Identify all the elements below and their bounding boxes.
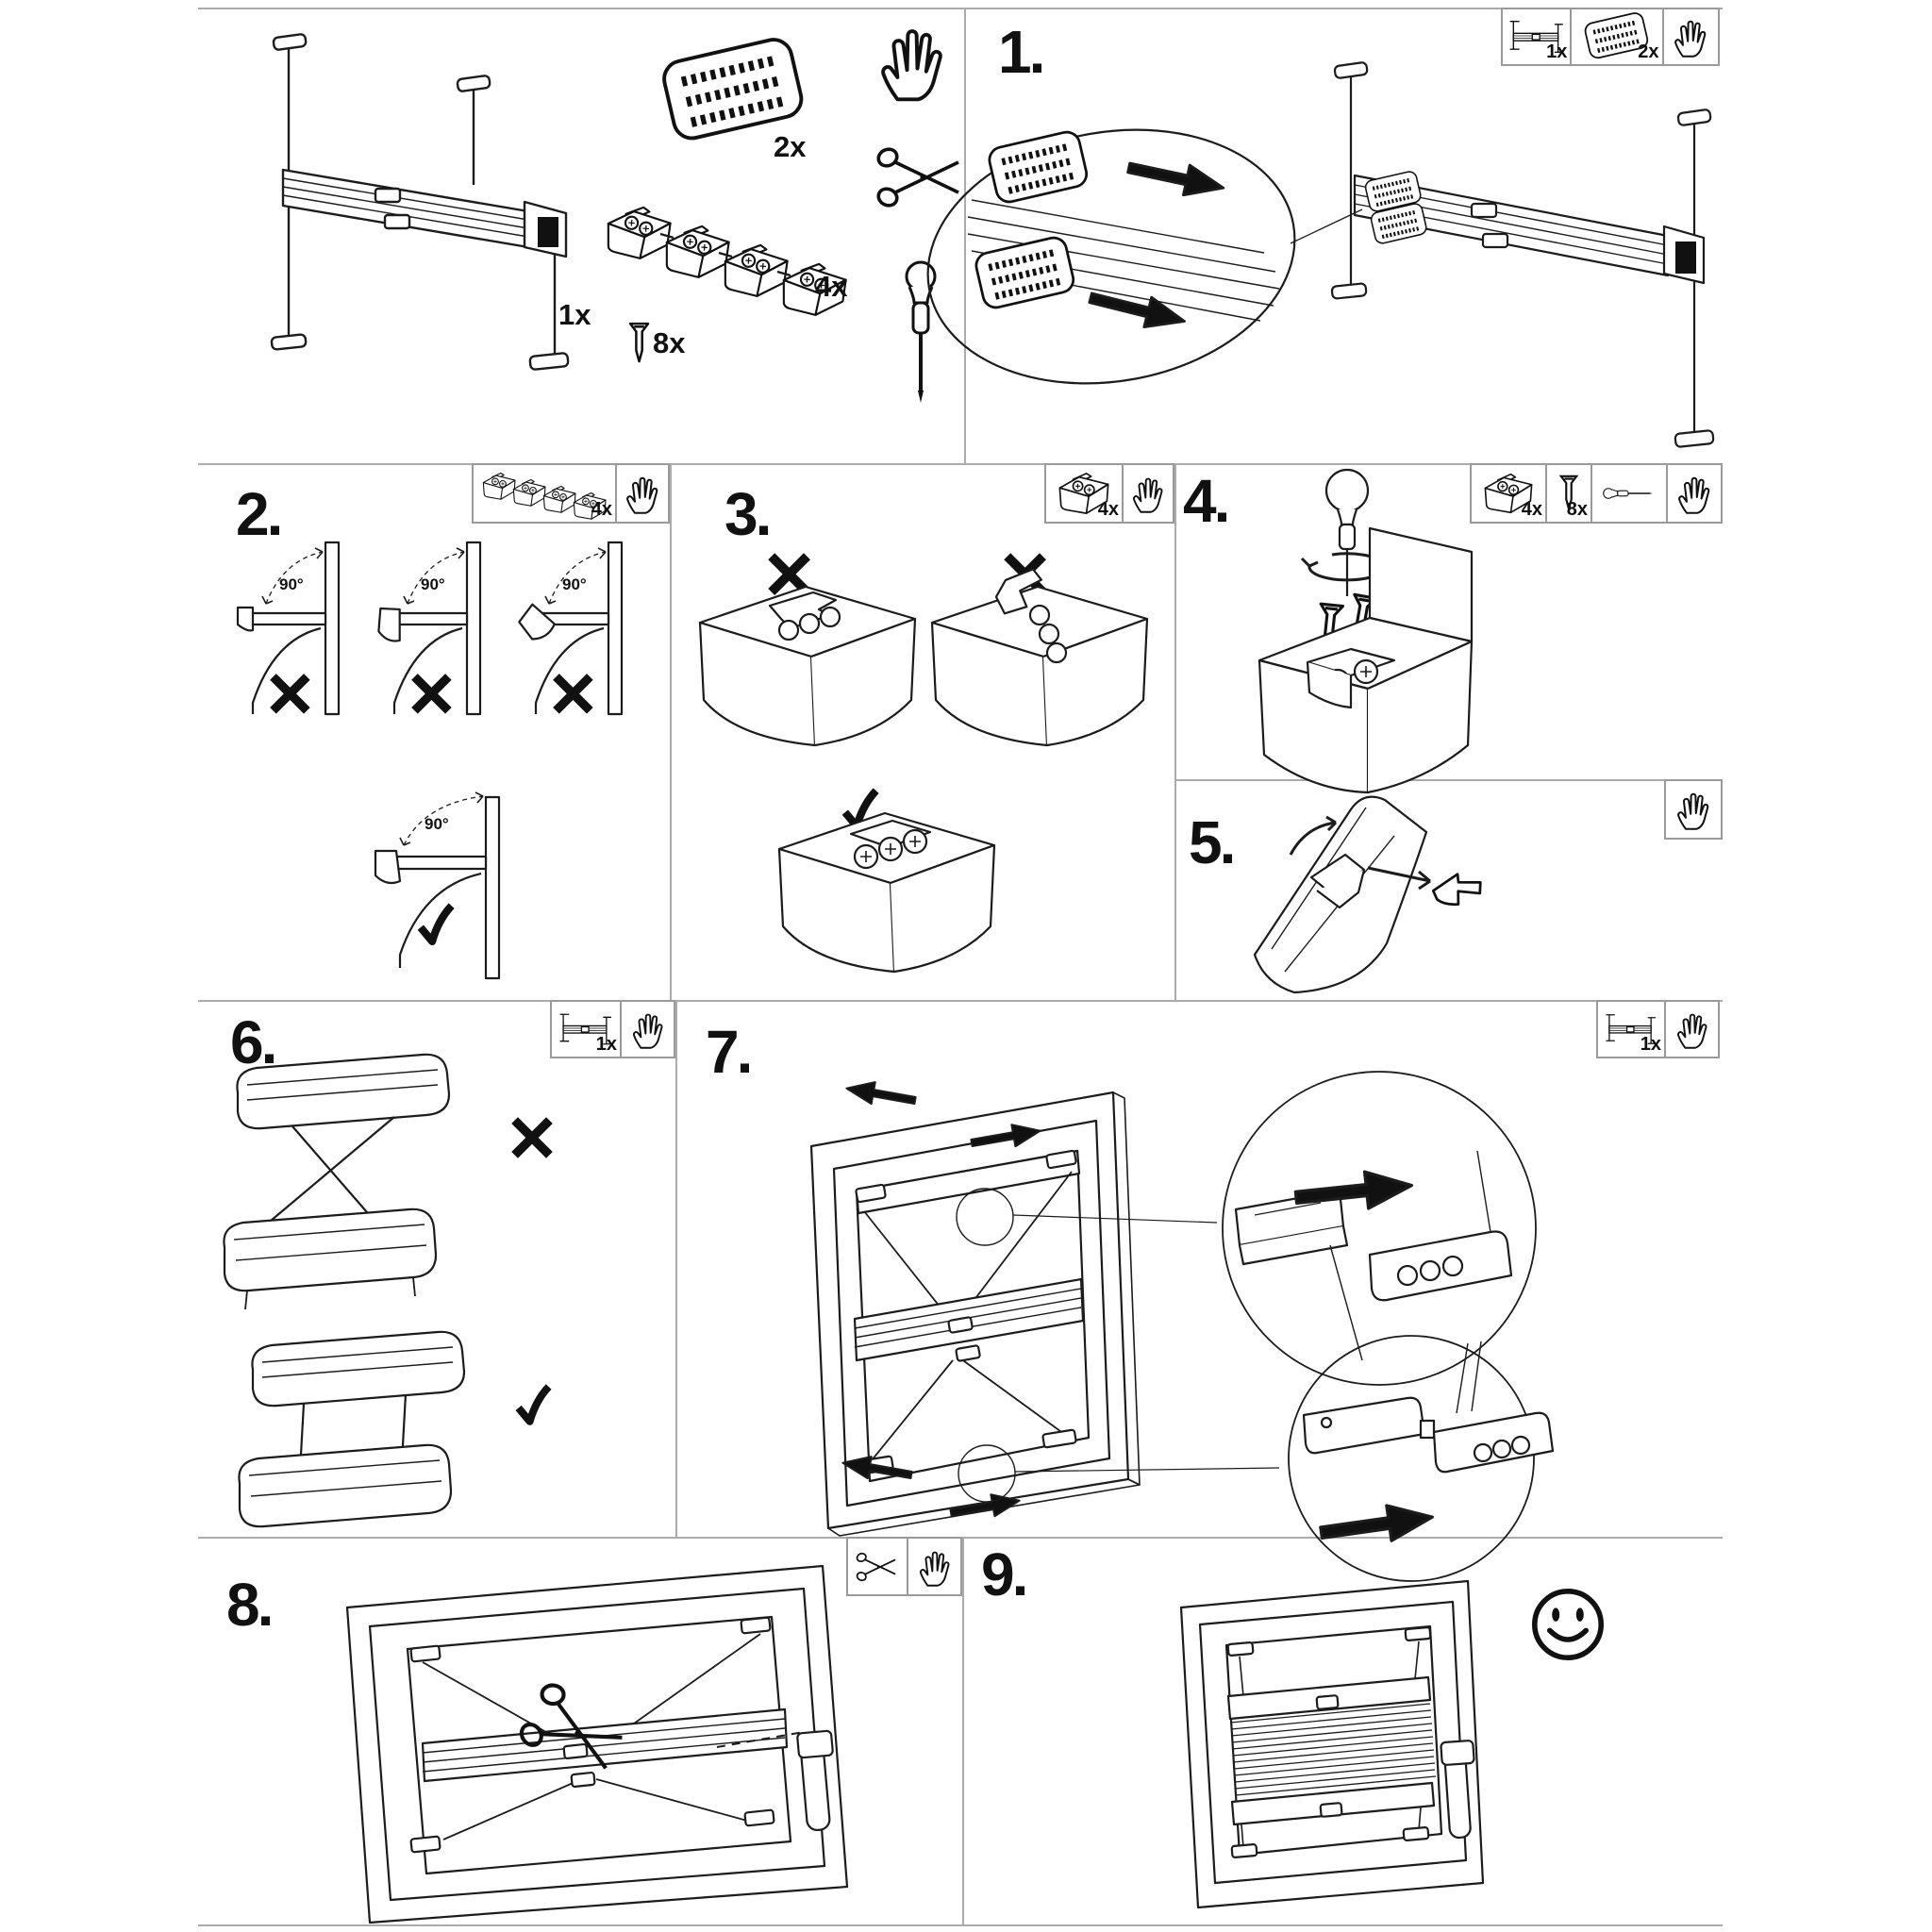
t-part-icon [1432, 871, 1482, 908]
step-7-number: 7. [706, 1018, 751, 1086]
step-6-illustration [198, 1000, 675, 1537]
screw-qty-label: 8x [653, 326, 686, 359]
step-2-illustration [198, 463, 670, 1000]
parts-overview-illustration [198, 8, 964, 463]
qty-label: 4x [1521, 499, 1542, 520]
x-mark-icon [273, 676, 307, 710]
angle-label: 90° [425, 815, 449, 833]
step-9-illustration [962, 1537, 1723, 1924]
x-mark-icon [414, 676, 448, 710]
qty-label: 4x [1097, 499, 1119, 520]
step-1-illustration [964, 8, 1723, 463]
step-5-illustration [1174, 779, 1723, 1000]
arrow-icon [1125, 153, 1226, 203]
step-8-number: 8. [226, 1571, 272, 1639]
window-outer-frame [1181, 1581, 1483, 1907]
check-mark-icon [519, 1387, 549, 1422]
callout-ellipse [908, 102, 1315, 411]
arrow-icon [844, 1077, 917, 1111]
sheet-bottom-border [198, 1924, 1723, 1926]
qty-label: 8x [1566, 499, 1588, 520]
x-mark-icon [556, 676, 590, 710]
step-2-number: 2. [236, 480, 281, 548]
x-mark-icon [515, 1121, 550, 1156]
step-3-number: 3. [724, 480, 770, 548]
step-6-number: 6. [230, 1008, 275, 1076]
blind-qty-label: 1x [558, 298, 591, 331]
angle-label: 90° [279, 575, 304, 593]
step-4-illustration [1174, 463, 1723, 779]
check-mark-icon [421, 906, 452, 941]
x-mark-icon [772, 557, 808, 592]
step-4-number: 4. [1183, 467, 1228, 535]
qty-label: 1x [1546, 42, 1568, 62]
step-3-illustration [670, 463, 1174, 1000]
smiley-icon [1535, 1591, 1601, 1657]
qty-label: 4x [591, 499, 612, 520]
step-7-illustration [675, 1000, 1723, 1537]
angle-label: 90° [562, 575, 587, 593]
step-1-number: 1. [998, 18, 1043, 86]
step-9-number: 9. [981, 1541, 1026, 1608]
clip-qty-label: 2x [774, 130, 807, 163]
qty-label: 1x [595, 1034, 617, 1055]
qty-label: 2x [1638, 42, 1659, 62]
step-5-number: 5. [1189, 808, 1234, 876]
step-8-illustration [198, 1537, 962, 1924]
angle-label: 90° [421, 575, 445, 593]
qty-label: 1x [1640, 1034, 1661, 1055]
strip-qty-label: 4x [815, 270, 848, 303]
